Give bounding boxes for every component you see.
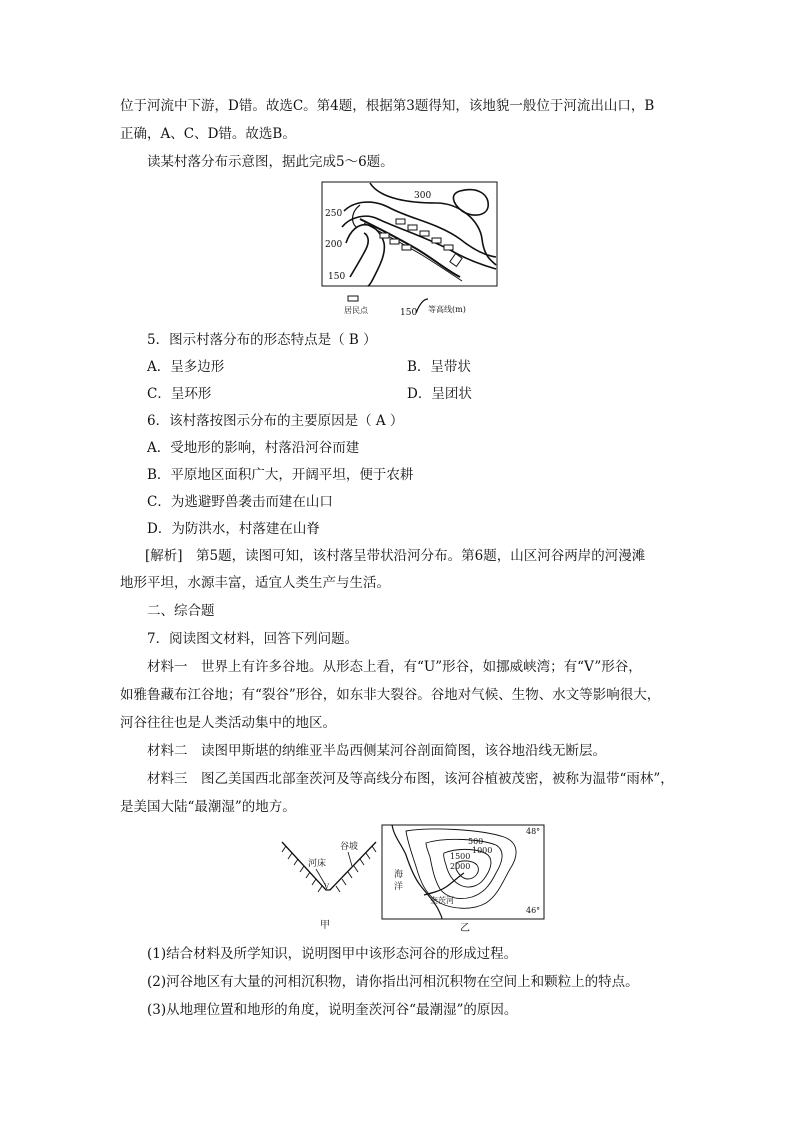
sub-question-2: (2)河谷地区有大量的河相沉积物，请你指出河相沉积物在空间上和颗粒上的特点。	[147, 974, 639, 990]
settlement-marker	[432, 238, 441, 243]
river-label: 奎茨河	[430, 896, 454, 905]
contour-label: 150	[328, 272, 346, 282]
settlement-marker	[396, 219, 405, 224]
queets-river-map	[380, 823, 548, 935]
ocean-label: 洋	[394, 882, 404, 892]
legend-settlement-label: 居民点	[344, 306, 368, 315]
material-2: 材料二 读图甲斯堪的纳维亚半岛西侧某河谷剖面简图，该谷地沿线无断层。	[147, 743, 606, 759]
v-label: V	[324, 883, 330, 891]
ocean-label: 海	[394, 870, 404, 880]
material-1: 材料一 世界上有许多谷地。从形态上看，有“U”形谷，如挪威峡湾；有“V”形谷，	[147, 659, 642, 675]
analysis: 地形平坦，水源丰富，适宜人类生产与生活。	[120, 575, 390, 591]
settlement-marker	[402, 245, 411, 250]
question-5: 5．图示村落分布的形态特点是（ B ）	[147, 332, 377, 348]
contour-label: 1500	[450, 852, 471, 861]
option: C．为逃避野兽袭击而建在山口	[147, 494, 333, 510]
material-1: 河谷往往也是人类活动集中的地区。	[120, 715, 336, 731]
riverbed-label: 河床	[308, 859, 327, 869]
option: D．呈团状	[407, 386, 472, 402]
settlement-marker	[420, 231, 429, 236]
material-3: 是美国大陆“最潮湿”的地方。	[120, 799, 296, 815]
settlement-marker	[380, 233, 389, 238]
material-3: 材料三 图乙美国西北部奎茨河及等高线分布图，该河谷植被茂密，被称为温带“雨林”，	[147, 771, 674, 787]
text-line: 正确，A、C、D错。故选B。	[120, 126, 296, 142]
slope-pointer	[348, 852, 352, 866]
village-distribution-map	[320, 181, 500, 321]
latitude-label: 46°	[526, 906, 541, 915]
contour-label: 300	[414, 191, 432, 201]
legend-contour-label: 等高线(m)	[428, 305, 466, 314]
section-heading: 二、综合题	[147, 603, 215, 619]
settlement-marker	[444, 245, 453, 250]
contour-label: 500	[468, 837, 484, 846]
option: B．平原地区面积广大，开阔平坦，便于农耕	[147, 467, 414, 483]
option: C．呈环形	[147, 386, 212, 402]
legend-contour-symbol	[416, 299, 428, 313]
text-line: 位于河流中下游，D错。故选C。第4题，根据第3题得知，该地貌一般位于河流出山口，B	[120, 98, 655, 114]
valley-profile-figure	[278, 836, 380, 934]
settlement-marker	[408, 225, 417, 230]
contour-label: 2000	[450, 862, 471, 871]
figure-caption: 乙	[460, 923, 470, 934]
contour-label: 200	[325, 240, 343, 250]
option: A．受地形的影响，村落沿河谷而建	[147, 440, 360, 456]
contour-label: 250	[325, 209, 343, 219]
analysis: [解析] 第5题，读图可知，该村落呈带状沿河分布。第6题，山区河谷两岸的河漫滩	[145, 548, 646, 564]
sub-question-1: (1)结合材料及所学知识，说明图甲中该形态河谷的形成过程。	[147, 946, 518, 962]
option: A．呈多边形	[147, 359, 225, 375]
figure-caption: 甲	[320, 920, 330, 931]
sub-question-3: (3)从地理位置和地形的角度，说明奎茨河谷“最潮湿”的原因。	[147, 1002, 518, 1018]
material-1: 如雅鲁藏布江谷地；有“裂谷”形谷，如东非大裂谷。谷地对气候、生物、水文等影响很大，	[120, 687, 661, 703]
legend-contour-value: 150	[400, 308, 418, 318]
question-7: 7．阅读图文材料，回答下列问题。	[147, 631, 359, 647]
question-intro: 读某村落分布示意图，据此完成5～6题。	[147, 154, 394, 170]
option: B．呈带状	[407, 359, 471, 375]
latitude-label: 48°	[526, 827, 541, 836]
question-6: 6．该村落按图示分布的主要原因是（ A ）	[147, 413, 404, 429]
slope-label: 谷坡	[340, 842, 359, 852]
option: D．为防洪水，村落建在山脊	[147, 521, 320, 537]
settlement-marker	[390, 239, 399, 244]
legend-settlement-symbol	[348, 296, 358, 301]
map-frame	[322, 182, 497, 286]
contour-label: 1000	[472, 846, 493, 855]
